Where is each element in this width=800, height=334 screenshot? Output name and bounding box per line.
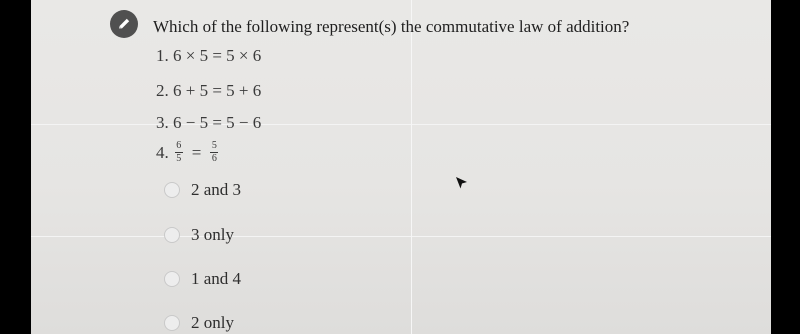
statement-4 <box>156 141 221 164</box>
pencil-icon-svg <box>116 16 132 32</box>
quiz-screen <box>31 0 771 334</box>
answer-option-1[interactable] <box>164 180 241 200</box>
answer-option-2[interactable] <box>164 225 234 245</box>
radio-button[interactable] <box>164 182 180 198</box>
statement-1: 1. 6 × 5 = 5 × 6 <box>156 46 262 65</box>
pencil-icon <box>110 10 138 38</box>
mouse-pointer-icon-svg <box>455 176 469 190</box>
answer-option-label[interactable]: 1 and 4 <box>191 269 242 288</box>
answer-option-label[interactable]: 2 and 3 <box>191 180 242 199</box>
question-text: Which of the following represent(s) the commutative law of addition? <box>153 17 630 36</box>
answer-option-label[interactable]: 2 only <box>191 313 234 332</box>
statement-2: 2. 6 + 5 = 5 + 6 <box>156 81 262 100</box>
fraction-rhs <box>210 141 218 164</box>
mouse-pointer-icon <box>455 176 469 195</box>
statement-4-prefix: 4. <box>156 142 169 162</box>
grid-line <box>31 124 771 125</box>
fraction-lhs-numerator: 6 <box>176 140 182 151</box>
radio-button[interactable] <box>164 227 180 243</box>
grid-line <box>411 0 412 334</box>
statement-3: 3. 6 − 5 = 5 − 6 <box>156 113 262 132</box>
answer-option-4[interactable] <box>164 313 234 333</box>
equals-sign: = <box>191 142 202 162</box>
fraction-rhs-numerator: 5 <box>211 140 217 151</box>
radio-button[interactable] <box>164 271 180 287</box>
fraction-rhs-denominator: 6 <box>211 153 217 164</box>
fraction-lhs-denominator: 5 <box>176 153 182 164</box>
fraction-lhs <box>175 141 183 164</box>
answer-option-label[interactable]: 3 only <box>191 225 234 244</box>
radio-button[interactable] <box>164 315 180 331</box>
answer-option-3[interactable] <box>164 269 241 289</box>
grid-line <box>31 236 771 237</box>
